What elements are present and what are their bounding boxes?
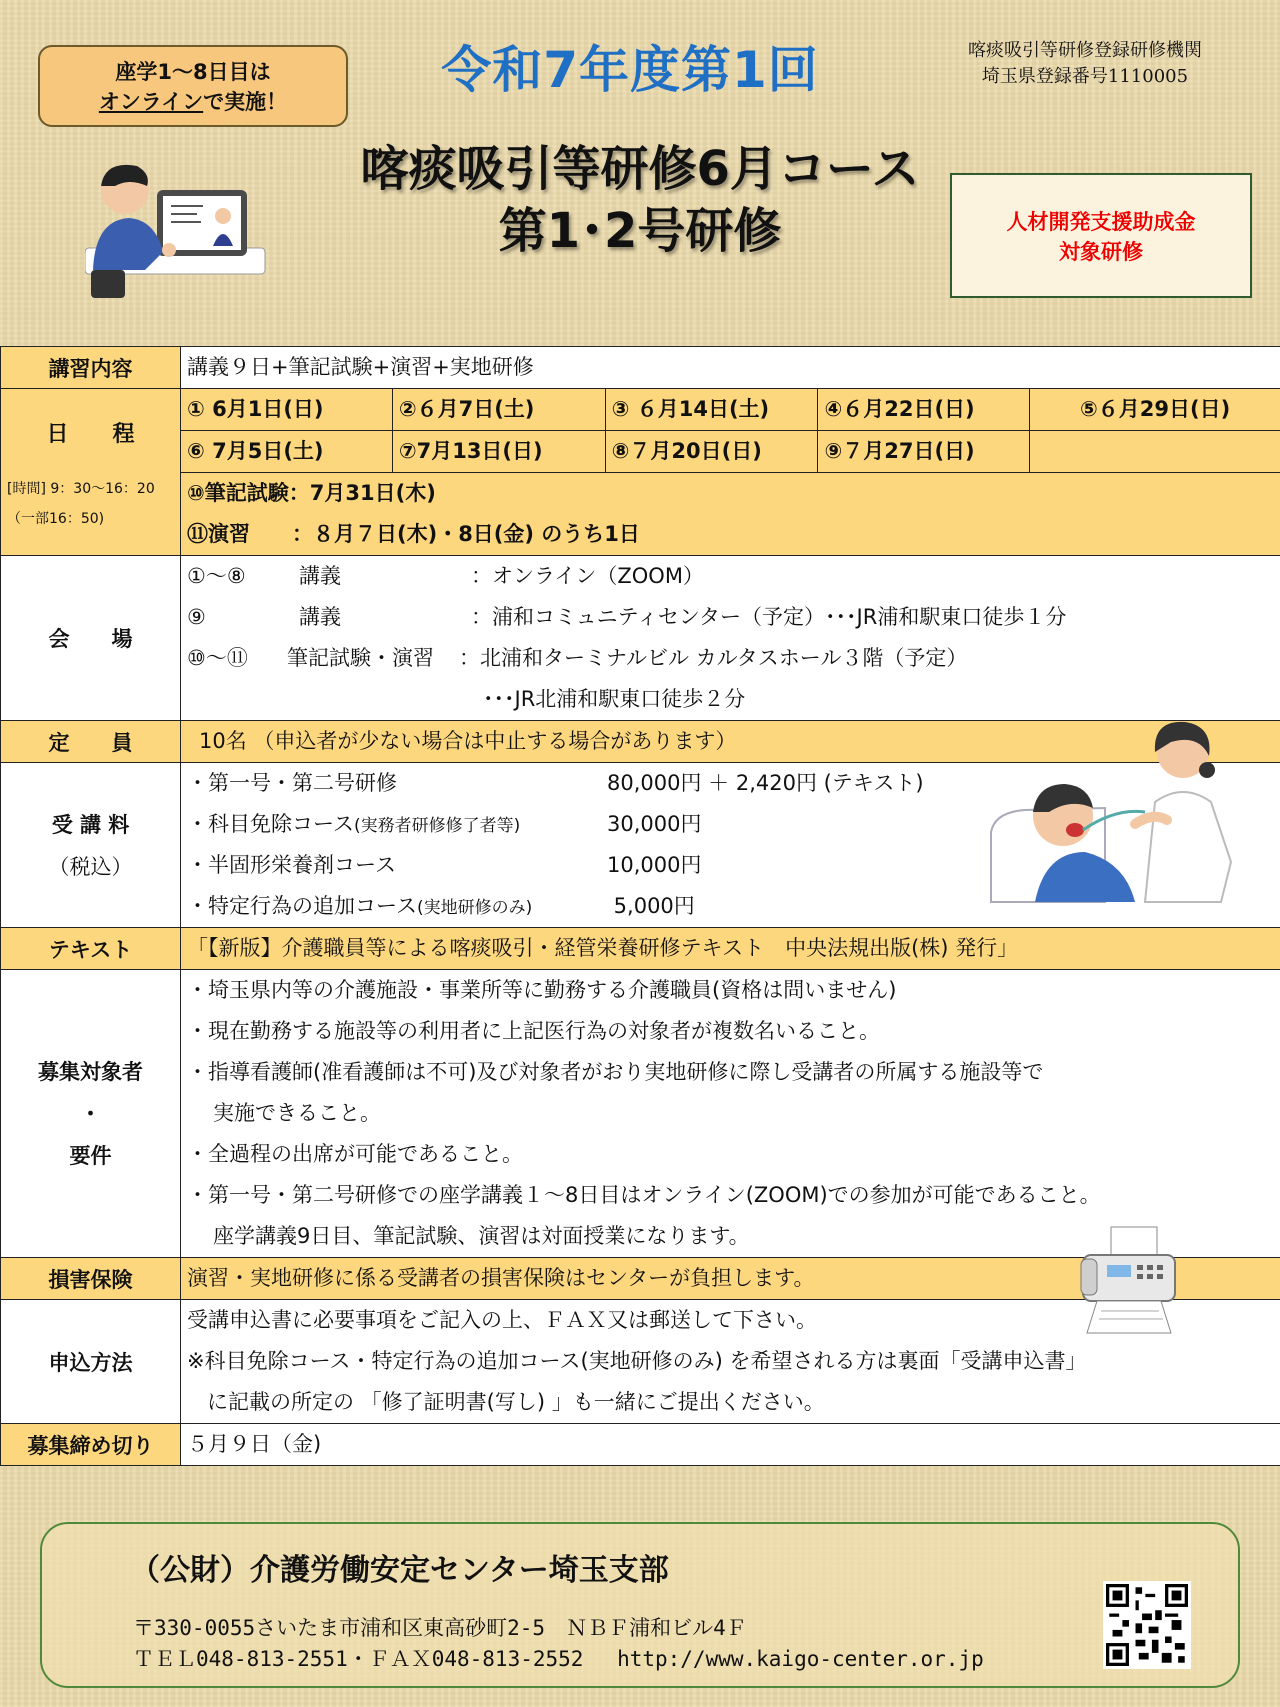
venue-place: ：オンライン（ZOOM） — [471, 564, 704, 588]
textbook-row — [1, 928, 1280, 970]
venue-row — [1, 556, 1280, 721]
venue-line — [187, 556, 1274, 597]
textbook-label: テキスト — [1, 928, 181, 970]
footer-org-name: （公財）介護労働安定センター埼玉支部 — [130, 1553, 669, 1588]
eligibility-line: ・埼玉県内等の介護施設・事業所等に勤務する介護職員(資格は問いません) — [187, 978, 897, 1002]
schedule-date-empty — [1030, 431, 1280, 472]
schedule-dates-row2 — [181, 430, 1280, 472]
apply-line: 受講申込書に必要事項をご記入の上、ＦＡＸ又は郵送して下さい。 — [187, 1308, 817, 1332]
year-title: 令和7年度第1回 — [441, 41, 819, 99]
fee-price: 10,000円 — [607, 853, 702, 877]
fee-note: (実務者研修修了者等) — [353, 816, 521, 836]
fees-label: 受 講 料 — [51, 813, 130, 837]
apply-label: 申込方法 — [1, 1300, 181, 1424]
deadline-label: 募集締め切り — [1, 1424, 181, 1466]
eligibility-line: ・第一号・第二号研修での座学講義１～8日目はオンライン(ZOOM)での参加が可能であること。 — [187, 1183, 1101, 1207]
venue-days: ⑩～⑪ — [187, 646, 248, 670]
schedule-time-note2: （一部16：50) — [7, 510, 105, 527]
eligibility-value — [181, 970, 1280, 1258]
fees-tax-label: （税込） — [48, 855, 133, 879]
fax-illustration — [1075, 1225, 1185, 1335]
footer-address: 〒330-0055さいたま市浦和区東高砂町2-5 ＮＢＦ浦和ビル4Ｆ — [133, 1616, 747, 1640]
fee-price: 30,000円 — [607, 812, 702, 836]
fee-note: (実地研修のみ) — [416, 898, 533, 918]
venue-value — [181, 556, 1280, 721]
online-notice-line2 — [40, 87, 346, 117]
schedule-date: ⑦7月13日(日) — [393, 431, 606, 472]
schedule-value-cell — [181, 389, 1280, 556]
schedule-date: ②６月7日(土) — [393, 389, 606, 430]
venue-type: 講義 — [299, 564, 341, 588]
schedule-exam: ⑩筆記試験：7月31日(木) — [181, 472, 1280, 514]
main-title-line1: 喀痰吸引等研修6月コース — [360, 141, 920, 197]
subsidy-line2: 対象研修 — [1059, 240, 1143, 264]
schedule-date: ⑧７月20日(日) — [606, 431, 819, 472]
care-illustration — [985, 712, 1245, 907]
online-word: オンライン — [98, 90, 204, 114]
venue-line — [187, 638, 1274, 679]
schedule-practice: ⑪演習 ：８月７日(木)・8日(金) のうち1日 — [187, 522, 640, 546]
content-row — [1, 347, 1280, 389]
venue-place: ：浦和コミュニティセンター（予定）･･･JR浦和駅東口徒歩１分 — [471, 605, 1067, 629]
fee-price: 80,000円 ＋ 2,420円 (テキスト) — [607, 771, 924, 795]
online-notice-line1: 座学1～8日目は — [115, 60, 271, 84]
textbook-value — [181, 928, 1280, 970]
schedule-label-cell — [1, 389, 181, 556]
deadline-value — [181, 1424, 1280, 1466]
textbook-text: 「【新版】介護職員等による喀痰吸引・経管栄養研修テキスト 中央法規出版(株) 発行」 — [187, 936, 1019, 960]
registration-number: 埼玉県登録番号1110005 — [981, 66, 1189, 87]
fee-price: 5,000円 — [607, 894, 695, 918]
venue-type: 講義 — [299, 605, 341, 629]
eligibility-label-cell — [1, 970, 181, 1258]
schedule-dates-row1 — [181, 389, 1280, 430]
eligibility-label-dot: ・ — [80, 1101, 101, 1126]
eligibility-label: 募集対象者 — [38, 1059, 143, 1084]
schedule-time-note: [時間] 9：30～16：20 — [7, 480, 155, 497]
venue-days: ⑨ — [187, 605, 206, 629]
schedule-date: ⑨７月27日(日) — [818, 431, 1030, 472]
registration-org: 喀痰吸引等研修登録研修機関 — [968, 40, 1202, 61]
footer-tel-fax-url: ＴＥＬ048-813-2551・ＦＡＸ048-813-2552 http://www.kaigo-center.or.jp — [133, 1647, 984, 1671]
footer-contact — [133, 1613, 984, 1675]
apply-line: に記載の所定の 「修了証明書(写し) 」も一緒にご提出ください。 — [207, 1390, 825, 1414]
venue-place: ：北浦和ターミナルビル カルタスホール３階（予定） — [459, 646, 968, 670]
online-suffix: で実施！ — [203, 90, 288, 114]
venue-label: 会 場 — [1, 556, 181, 721]
eligibility-line: ・指導看護師(准看護師は不可)及び対象者がおり実地研修に際し受講者の所属する施設等で — [187, 1060, 1044, 1084]
deadline-text: ５月９日（金) — [187, 1432, 322, 1456]
online-study-illustration — [85, 160, 275, 300]
venue-type: 筆記試験・演習 — [287, 646, 434, 670]
main-title — [300, 138, 980, 262]
content-label: 講習内容 — [1, 347, 181, 389]
eligibility-line: 実施できること。 — [213, 1101, 381, 1125]
eligibility-line: ・現在勤務する施設等の利用者に上記医行為の対象者が複数名いること。 — [187, 1019, 880, 1043]
capacity-label: 定 員 — [1, 721, 181, 763]
subsidy-box — [950, 173, 1252, 298]
subsidy-line1: 人材開発支援助成金 — [1006, 210, 1196, 234]
eligibility-label-req: 要件 — [69, 1143, 112, 1168]
apply-line: ※科目免除コース・特定行為の追加コース(実地研修のみ) を希望される方は裏面「受講申込書」 — [187, 1349, 1087, 1373]
schedule-row — [1, 389, 1280, 556]
online-notice-box — [38, 45, 348, 127]
schedule-date: ① 6月1日(日) — [181, 389, 393, 430]
fee-name: ・第一号・第二号研修 — [187, 771, 397, 795]
deadline-row — [1, 1424, 1280, 1466]
fee-name: ・半固形栄養剤コース — [187, 853, 396, 877]
schedule-date: ③ ６月14日(土) — [606, 389, 819, 430]
schedule-date: ⑥ 7月5日(土) — [181, 431, 393, 472]
schedule-date: ④６月22日(日) — [818, 389, 1030, 430]
fees-label-cell — [1, 763, 181, 928]
eligibility-line: 座学講義9日目、筆記試験、演習は対面授業になります。 — [213, 1224, 750, 1248]
venue-access: ･･･JR北浦和駅東口徒歩２分 — [483, 687, 746, 711]
schedule-date: ⑤６月29日(日) — [1080, 397, 1231, 421]
main-title-line2: 第1･2号研修 — [498, 203, 782, 259]
qr-code-icon[interactable] — [1103, 1581, 1191, 1669]
content-text: 講義９日+筆記試験+演習+実地研修 — [187, 355, 534, 379]
venue-days: ①～⑧ — [187, 564, 246, 588]
capacity-text: 10名 （申込者が少ない場合は中止する場合があります） — [199, 729, 737, 753]
insurance-text: 演習・実地研修に係る受講者の損害保険はセンターが負担します。 — [187, 1266, 815, 1290]
fee-name: ・科目免除コース — [187, 812, 354, 836]
content-value — [181, 347, 1280, 389]
insurance-label: 損害保険 — [1, 1258, 181, 1300]
eligibility-row — [1, 970, 1280, 1258]
schedule-label: 日 程 — [46, 421, 135, 447]
venue-line — [187, 597, 1274, 638]
eligibility-line: ・全過程の出席が可能であること。 — [187, 1142, 523, 1166]
registration-info — [900, 38, 1270, 90]
fee-name: ・特定行為の追加コース — [187, 894, 417, 918]
